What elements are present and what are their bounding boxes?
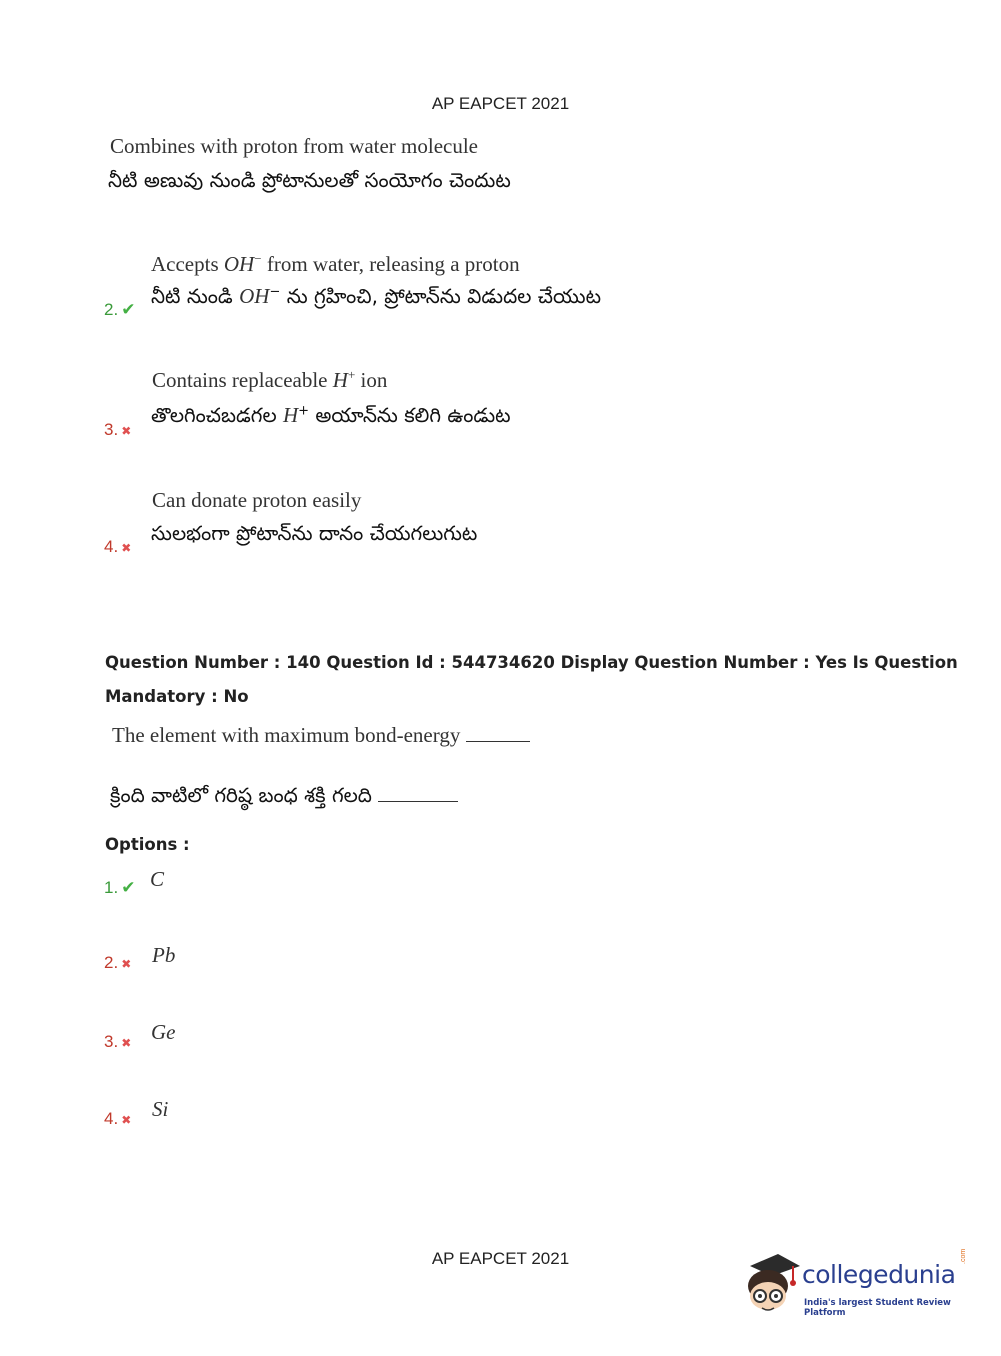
check-icon: ✔ (121, 878, 136, 897)
question-text-english (112, 723, 530, 748)
prev-option-4-telugu: సులభంగా ప్రోటాన్‌ను దానం చేయగలుగుట (151, 521, 478, 545)
option-2-number (104, 953, 131, 973)
logo-tagline: India's largest Student Review Platform (804, 1298, 951, 1318)
option-number: 2. (104, 300, 119, 319)
superscript: − (254, 251, 262, 266)
text: ను గ్రహించి, ప్రోటాన్‌ను విడుదల చేయుట (280, 284, 602, 308)
prev-option-1-telugu: నీటి అణువు నుండి ప్రోటానులతో సంయోగం చెందుట (108, 168, 511, 192)
prev-option-2-telugu (151, 284, 601, 313)
prev-option-3-number (104, 420, 131, 440)
prev-option-3-telugu (151, 403, 511, 432)
cross-icon: ✖ (121, 1036, 132, 1050)
option-number: 4. (104, 1109, 119, 1128)
option-4-number (104, 1109, 131, 1129)
question-text-telugu (110, 783, 458, 812)
option-3-number (104, 1032, 131, 1052)
answer-blank (378, 800, 458, 802)
text: క్రింది వాటిలో గరిష్ఠ బంధ శక్తి గలది (110, 783, 372, 807)
logo-suffix: .com (960, 1248, 967, 1264)
prev-option-1-english: Combines with proton from water molecule (110, 134, 479, 158)
cross-icon: ✖ (121, 1113, 132, 1127)
option-1-number (104, 878, 135, 898)
logo-wordmark: collegedunia (802, 1260, 956, 1289)
text: from water, releasing a proton (261, 252, 520, 276)
text: The element with maximum bond-energy (112, 723, 461, 747)
superscript: + (298, 403, 310, 419)
prev-option-2-english (151, 251, 520, 277)
check-icon: ✔ (121, 300, 136, 319)
math-h: H (332, 368, 348, 392)
superscript: + (347, 367, 356, 382)
text: నీటి నుండి (151, 284, 240, 308)
option-number: 3. (104, 1032, 119, 1051)
option-2-value: Pb (152, 943, 176, 967)
text: అయాన్‌ను కలిగి ఉండుట (309, 403, 511, 427)
prev-option-4-english: Can donate proton easily (152, 488, 362, 512)
option-number: 2. (104, 953, 119, 972)
answer-blank (466, 740, 530, 742)
prev-option-2-number (104, 300, 135, 320)
option-number: 3. (104, 420, 119, 439)
math-h: H (283, 403, 299, 427)
text: ion (355, 368, 388, 392)
text: తొలగించబడగల (151, 403, 283, 427)
option-number: 4. (104, 537, 119, 556)
superscript: − (269, 284, 281, 300)
math-oh: OH (239, 284, 270, 308)
question-meta-line-2: Mandatory : No (105, 687, 249, 706)
math-oh: OH (223, 252, 255, 276)
question-meta-line-1: Question Number : 140 Question Id : 544734620 Display Question Number : Yes Is Question (105, 653, 958, 672)
prev-option-4-number (104, 537, 131, 557)
page-header: AP EAPCET 2021 (431, 94, 570, 113)
prev-option-3-english (152, 367, 387, 393)
text: Contains replaceable (152, 368, 333, 392)
option-3-value: Ge (151, 1020, 176, 1044)
page-footer: AP EAPCET 2021 (431, 1249, 570, 1268)
collegedunia-logo[interactable] (742, 1248, 972, 1322)
cross-icon: ✖ (121, 424, 132, 438)
cross-icon: ✖ (121, 957, 132, 971)
text: Accepts (151, 252, 224, 276)
options-label: Options : (105, 835, 190, 854)
cross-icon: ✖ (121, 541, 132, 555)
option-1-value: C (150, 867, 165, 891)
mascot-icon (742, 1252, 802, 1318)
option-4-value: Si (152, 1097, 169, 1121)
option-number: 1. (104, 878, 119, 897)
